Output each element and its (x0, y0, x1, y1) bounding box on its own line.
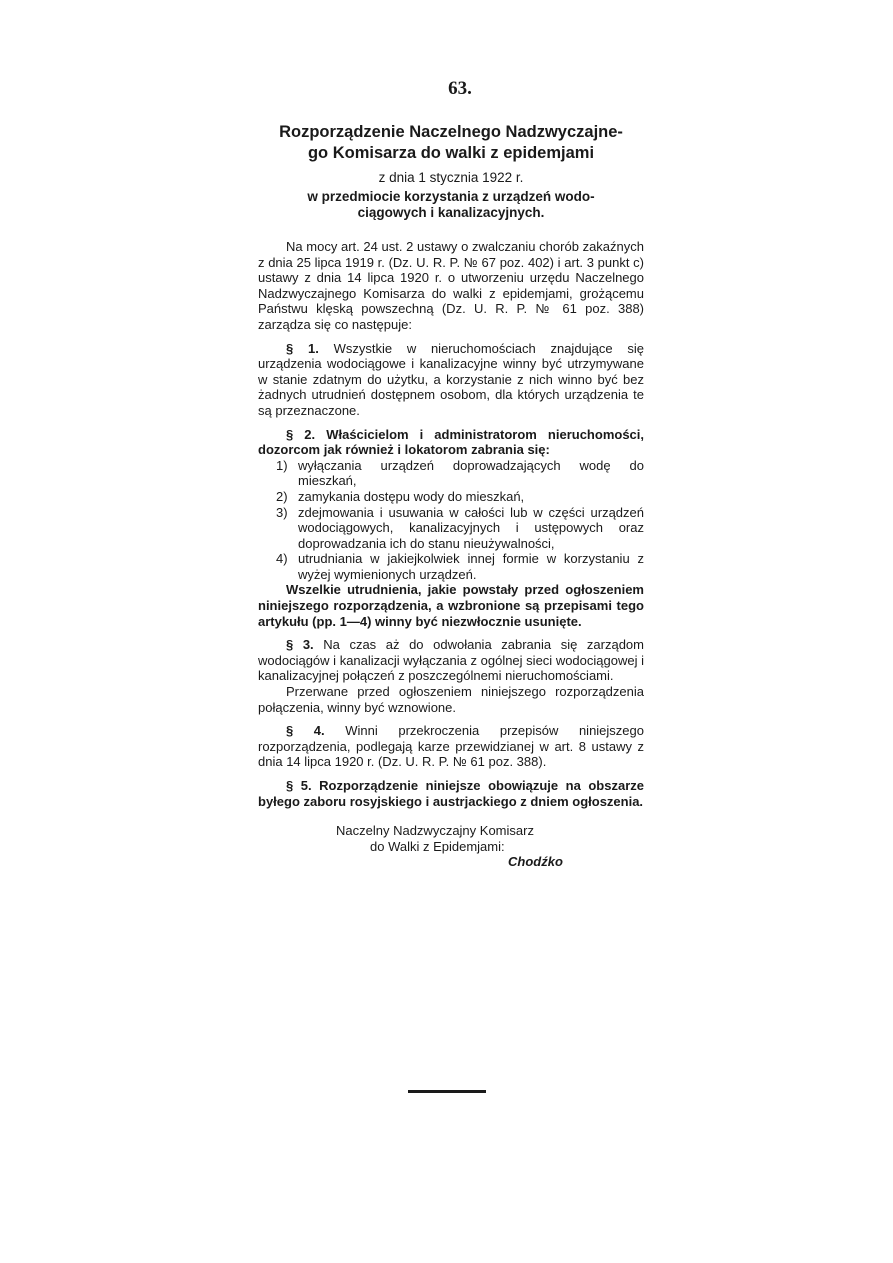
section-mark: § 2. (286, 426, 316, 442)
section-mark: § 5. (286, 778, 312, 793)
signature-subtitle: do Walki z Epidemjami: (370, 838, 505, 854)
subject-line: w przedmiocie korzystania z urządzeń wodo- (307, 189, 595, 204)
document-title (258, 122, 644, 164)
signature-name: Chodźko (508, 854, 563, 870)
list-item (276, 551, 644, 582)
section-mark: § 1. (286, 340, 319, 356)
item-number: 3) (276, 504, 288, 520)
document-date: z dnia 1 stycznia 1922 r. (378, 170, 524, 185)
document-page (258, 78, 644, 870)
section-3-after: Przerwane przed ogłoszeniem niniejszego rozporządzenia połączenia, winny być wznowione. (258, 684, 644, 715)
document-body (258, 239, 644, 809)
document-subject (258, 189, 644, 221)
title-line: Rozporządzenie Naczelnego Nadzwyczajne- (279, 123, 623, 141)
item-number: 2) (276, 488, 288, 504)
section-2 (258, 427, 644, 458)
item-text: zamykania dostępu wody do mieszkań, (298, 488, 525, 504)
item-text: utrudniania w jakiejkolwiek innej formie w korzystaniu z wyżej wymienionych urządzeń. (298, 551, 644, 582)
section-1 (258, 341, 644, 419)
item-text: wyłączania urządzeń doprowadzających wodę do mieszkań, (298, 457, 644, 489)
section-4 (258, 723, 644, 770)
preamble: Na mocy art. 24 ust. 2 ustawy o zwalczaniu chorób zakaźnych z dnia 25 lipca 1919 r. (Dz. U. R. P. № 67 poz. 402) i art. 3 punkt c) ustawy z dnia 14 lipca 1920 r. o utworzeniu urzędu Naczelnego Nadzwyczajnego Komisarza do walki z epidemjami, grożącemu Państwu klęską powszechną (Dz. U. R. P. № 61 poz. 388) zarządza się co następuje: (258, 239, 644, 332)
end-rule (408, 1090, 486, 1093)
item-text: zdejmowania i usuwania w całości lub w części urządzeń wodociągowych, kanalizacyjnych i ustępowych oraz doprowadzania ich do stanu nieużywalności, (298, 504, 644, 551)
list-item (276, 504, 644, 552)
list-item (276, 457, 644, 489)
page-number: 63. (448, 78, 472, 99)
section-2-after: Wszelkie utrudnienia, jakie powstały przed ogłoszeniem niniejszego rozporządzenia, a wzbronione są przepisami tego artykułu (pp. 1—4) winny być niezwłocznie usunięte. (258, 582, 644, 629)
section-text: Wszystkie w nieruchomościach znajdujące się urządzenia wodociągowe i kanalizacyjne winny być utrzymywane w stanie zdatnym do użytku, a korzystanie z nich winno być bez żadnych utrudnień dostępnem osobom, dla których urządzenia te są przeznaczone. (258, 340, 644, 418)
list-item (276, 488, 644, 505)
section-text: Rozporządzenie niniejsze obowiązuje na obszarze byłego zaboru rosyjskiego i austrjackiego z dniem ogłoszenia. (258, 778, 644, 809)
signature-block (258, 823, 644, 870)
section-mark: § 3. (286, 637, 314, 653)
title-line: go Komisarza do walki z epidemjami (307, 144, 595, 162)
item-number: 1) (276, 457, 288, 473)
section-5 (258, 778, 644, 809)
section-3 (258, 637, 644, 684)
item-number: 4) (276, 551, 288, 567)
section-mark: § 4. (286, 723, 325, 739)
subject-line: ciągowych i kanalizacyjnych. (357, 205, 545, 220)
signature-title: Naczelny Nadzwyczajny Komisarz (336, 823, 534, 839)
section-2-list (258, 458, 644, 583)
section-text: Na czas aż do odwołania zabrania się zarządom wodociągów i kanalizacji wyłączania z ogólnej sieci wodociągowej i kanalizacyjnej połączeń z poszczególnemi nieruchomościami. (258, 637, 644, 684)
section-text: Winni przekroczenia przepisów niniejszego rozporządzenia, podlegają karze przewidzianej w art. 8 ustawy z dnia 14 lipca 1920 r. (Dz. U. R. P. № 61 poz. 388). (258, 723, 644, 770)
section-text: Właścicielom i administratorom nieruchomości, dozorcom jak również i lokatorom zabrania się: (258, 426, 644, 458)
